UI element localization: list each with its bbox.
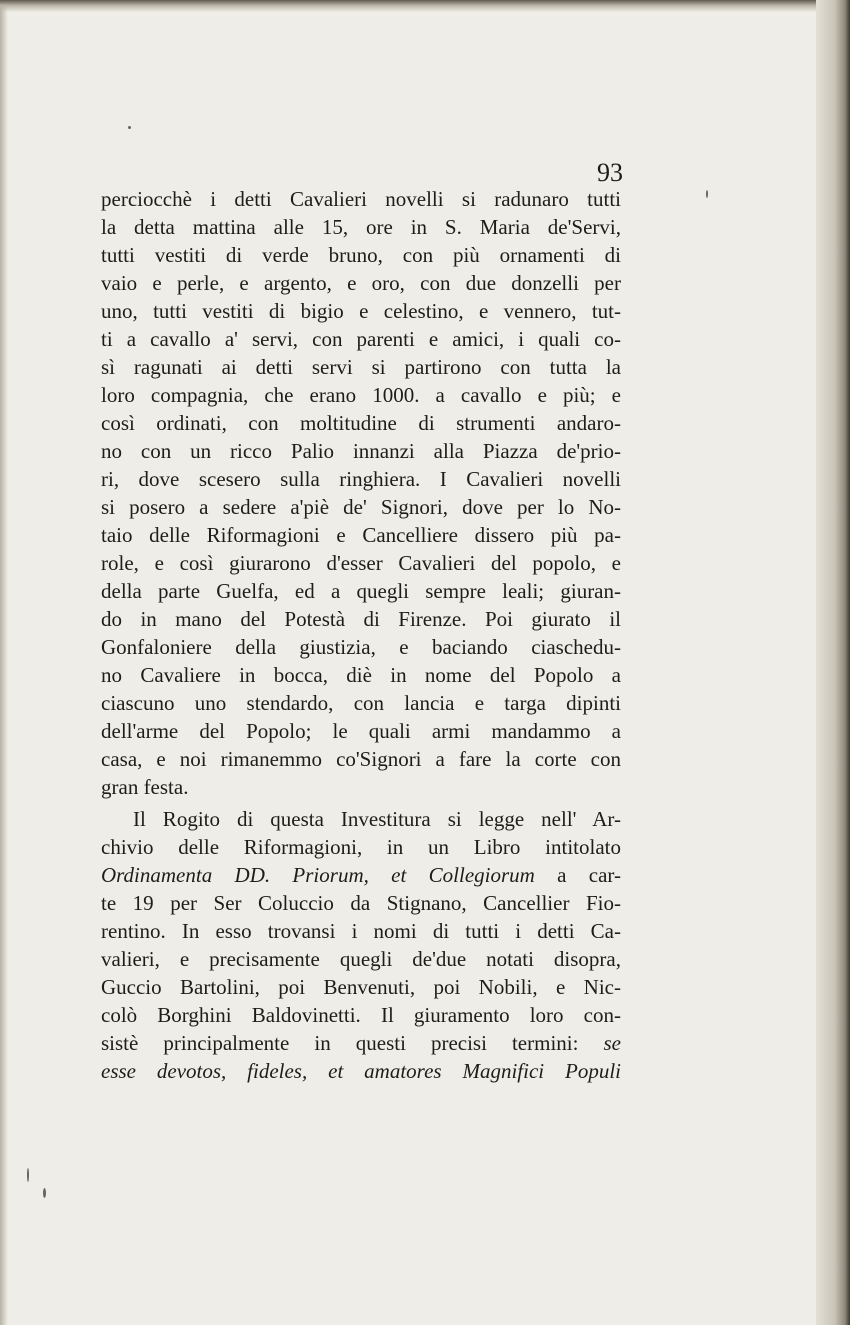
- text-line: uno, tutti vestiti di bigio e celestino, e vennero, tut-: [101, 299, 621, 323]
- paper-speck: [27, 1168, 29, 1182]
- page-left-shadow: [0, 0, 8, 1325]
- latin-quote-line: esse devotos, fideles, et amatores Magnifici Populi: [101, 1059, 621, 1083]
- paper-speck: [128, 126, 131, 129]
- latin-title: Ordinamenta DD. Priorum, et Collegiorum: [101, 863, 535, 887]
- text-line: vaio e perle, e argento, e oro, con due donzelli per: [101, 271, 621, 295]
- paragraph-2: [101, 805, 621, 1085]
- text-line: casa, e noi rimanemmo co'Signori a fare la corte con: [101, 747, 621, 771]
- latin-quote: se: [603, 1031, 621, 1055]
- text-line: così ordinati, con moltitudine di strumenti andaro-: [101, 411, 621, 435]
- text-run: sistè principalmente in questi precisi termini:: [101, 1031, 604, 1055]
- page-top-shadow: [0, 0, 850, 12]
- text-run: a car-: [534, 863, 621, 887]
- text-line: ti a cavallo a' servi, con parenti e amici, i quali co-: [101, 327, 621, 351]
- text-line: te 19 per Ser Coluccio da Stignano, Cancellier Fio-: [101, 891, 621, 915]
- page-number: 93: [597, 158, 623, 187]
- text-line: ri, dove scesero sulla ringhiera. I Cavalieri novelli: [101, 467, 621, 491]
- text-line: chivio delle Riformagioni, in un Libro intitolato: [101, 835, 621, 859]
- text-line: colò Borghini Baldovinetti. Il giuramento loro con-: [101, 1003, 621, 1027]
- text-line: ciascuno uno stendardo, con lancia e targa dipinti: [101, 691, 621, 715]
- page-right-edge: [816, 0, 850, 1325]
- text-line: Il Rogito di questa Investitura si legge nell' Ar-: [133, 807, 621, 831]
- text-line: rentino. In esso trovansi i nomi di tutti i detti Ca-: [101, 919, 621, 943]
- text-line: valieri, e precisamente quegli de'due notati disopra,: [101, 947, 621, 971]
- text-line: no Cavaliere in bocca, diè in nome del Popolo a: [101, 663, 621, 687]
- paragraph-1: [101, 185, 621, 801]
- text-line-mixed: [101, 1029, 621, 1057]
- text-line: no con un ricco Palio innanzi alla Piazza de'prio-: [101, 439, 621, 463]
- text-line: Guccio Bartolini, poi Benvenuti, poi Nobili, e Nic-: [101, 975, 621, 999]
- text-line: perciocchè i detti Cavalieri novelli si radunaro tutti: [101, 187, 621, 211]
- text-line: la detta mattina alle 15, ore in S. Maria de'Servi,: [101, 215, 621, 239]
- text-line: Gonfaloniere della giustizia, e baciando ciaschedu-: [101, 635, 621, 659]
- text-line: dell'arme del Popolo; le quali armi mandammo a: [101, 719, 621, 743]
- text-line-mixed: [101, 861, 621, 889]
- text-line: gran festa.: [101, 775, 189, 799]
- text-line: tutti vestiti di verde bruno, con più ornamenti di: [101, 243, 621, 267]
- text-line: taio delle Riformagioni e Cancelliere dissero più pa-: [101, 523, 621, 547]
- text-line: loro compagnia, che erano 1000. a cavallo e più; e: [101, 383, 621, 407]
- text-line: si posero a sedere a'piè de' Signori, dove per lo No-: [101, 495, 621, 519]
- text-line: della parte Guelfa, ed a quegli sempre leali; giuran-: [101, 579, 621, 603]
- text-line: sì ragunati ai detti servi si partirono con tutta la: [101, 355, 621, 379]
- body-text: [101, 185, 621, 1085]
- paper-speck: [706, 190, 708, 198]
- text-line: do in mano del Potestà di Firenze. Poi giurato il: [101, 607, 621, 631]
- paper-speck: [43, 1188, 46, 1198]
- text-line: role, e così giurarono d'esser Cavalieri del popolo, e: [101, 551, 621, 575]
